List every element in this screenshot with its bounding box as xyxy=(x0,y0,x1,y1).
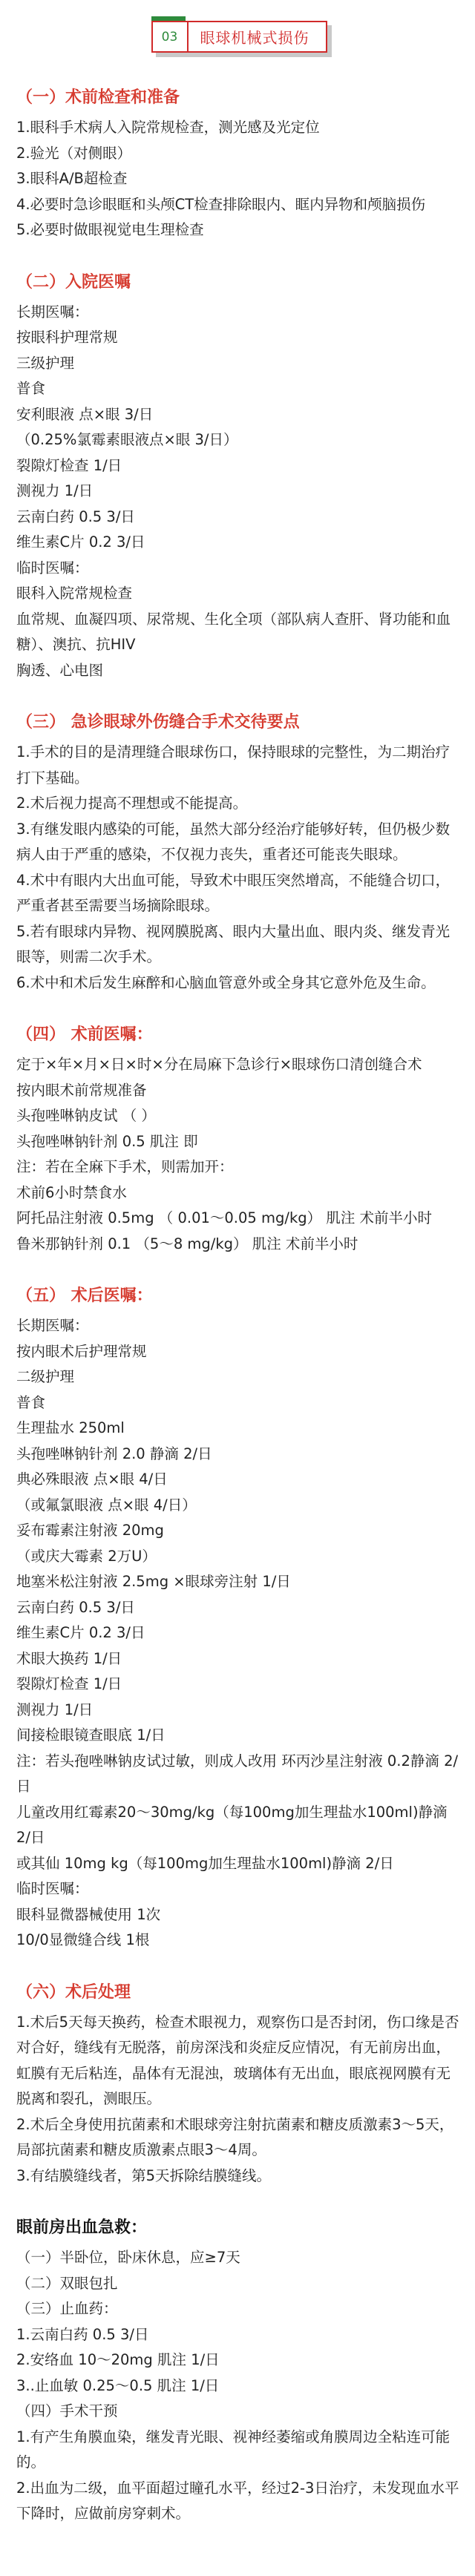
section-line: 5.若有眼球内异物、视网膜脱离、眼内大量出血、眼内炎、继发青光眼等，则需二次手术。 xyxy=(16,922,451,965)
title-number: 03 xyxy=(153,22,189,51)
section-line: 4.必要时急诊眼眶和头颅CT检查排除眼内、眶内异物和颅脑损伤 xyxy=(16,195,426,213)
section-line: 裂隙灯检查 1/日 xyxy=(16,456,122,474)
section-5 xyxy=(16,1284,462,1954)
section-heading: （一）术前检查和准备 xyxy=(16,88,180,107)
section-line: （二）双眼包扎 xyxy=(16,2274,118,2292)
section-line: 眼科显微器械使用 1次 xyxy=(16,1905,161,1923)
sections-container xyxy=(16,85,462,2527)
section-heading: （五） 术后医嘱： xyxy=(16,1287,153,1305)
section-line: 二级护理 xyxy=(16,1368,75,1385)
section-line: 注：若头孢唑啉钠皮试过敏，则成人改用 环丙沙星注射液 0.2静滴 2/日 xyxy=(16,1752,459,1795)
section-line: （三）止血药： xyxy=(16,2300,118,2317)
section-line: 2.出血为二级，血平面超过瞳孔水平，经过2-3日治疗，未发现血水平下降时，应做前房穿刺术。 xyxy=(16,2479,459,2522)
section-line: 3..止血敏 0.25～0.5 肌注 1/日 xyxy=(16,2376,220,2394)
section-line: （或氟氯眼液 点×眼 4/日） xyxy=(16,1496,197,1514)
section-line: 维生素C片 0.2 3/日 xyxy=(16,1624,145,1641)
section-line: 儿童改用红霉素20～30mg/kg（每100mg加生理盐水100ml)静滴 2/日 xyxy=(16,1803,452,1846)
section-line: 按内眼术前常规准备 xyxy=(16,1081,147,1099)
section-line: 按眼科护理常规 xyxy=(16,329,118,346)
section-line: 2.术后全身使用抗菌素和术眼球旁注射抗菌素和糖皮质激素3～5天，局部抗菌素和糖皮质激素点眼3～4周。 xyxy=(16,2115,454,2158)
section-line: 鲁米那钠针剂 0.1 （5～8 mg/kg） 肌注 术前半小时 xyxy=(16,1235,358,1252)
section-4 xyxy=(16,1022,462,1257)
section-line: 典必殊眼液 点×眼 4/日 xyxy=(16,1471,168,1488)
section-line: 注：若在全麻下手术，则需加开： xyxy=(16,1158,234,1175)
section-line: 裂隙灯检查 1/日 xyxy=(16,1675,122,1692)
section-line: 安利眼液 点×眼 3/日 xyxy=(16,405,154,423)
section-line: 测视力 1/日 xyxy=(16,482,94,499)
section-line: 1.有产生角膜血染，继发青光眼、视神经萎缩或角膜周边全粘连可能的。 xyxy=(16,2428,451,2471)
section-line: 地塞米松注射液 2.5mg ×眼球旁注射 1/日 xyxy=(16,1573,291,1590)
section-1 xyxy=(16,85,462,243)
section-3 xyxy=(16,710,462,996)
section-line: （0.25%氯霉素眼液点×眼 3/日） xyxy=(16,431,238,448)
section-7 xyxy=(16,2215,462,2527)
section-line: 血常规、血凝四项、尿常规、生化全项（部队病人查肝、肾功能和血糖）、澳抗、抗HIV xyxy=(16,610,451,653)
section-line: 术前6小时禁食水 xyxy=(16,1183,127,1201)
section-line: 1.眼科手术病人入院常规检查，测光感及光定位 xyxy=(16,119,320,136)
section-line: 头孢唑啉钠皮试 （ ） xyxy=(16,1107,156,1124)
section-line: 胸透、心电图 xyxy=(16,661,104,679)
section-6 xyxy=(16,1980,462,2189)
section-line: 普食 xyxy=(16,1393,46,1411)
section-line: 2.验光（对侧眼） xyxy=(16,144,132,162)
section-line: 眼科入院常规检查 xyxy=(16,585,133,602)
section-line: 临时医嘱： xyxy=(16,559,89,576)
section-line: 头孢唑啉钠针剂 0.5 肌注 即 xyxy=(16,1132,198,1150)
section-heading: （六）术后处理 xyxy=(16,1982,131,2002)
section-line: 阿托品注射液 0.5mg （ 0.01～0.05 mg/kg） 肌注 术前半小时 xyxy=(16,1209,433,1226)
section-line: 4.术中有眼内大出血可能，导致术中眼压突然增高，不能缝合切口，严重者甚至需要当场摘除眼球。 xyxy=(16,871,451,914)
section-heading: （二）入院医嘱 xyxy=(16,272,131,292)
section-line: 或其仙 10mg kg（每100mg加生理盐水100ml)静滴 2/日 xyxy=(16,1854,394,1872)
section-line: 按内眼术后护理常规 xyxy=(16,1342,147,1360)
section-line: （一）半卧位，卧床休息，应≥7天 xyxy=(16,2249,240,2266)
section-line: 长期医嘱： xyxy=(16,303,89,321)
section-line: 测视力 1/日 xyxy=(16,1701,94,1718)
section-line: 5.必要时做眼视觉电生理检查 xyxy=(16,221,204,238)
section-line: 1.术后5天每天换药，检查术眼视力，观察伤口是否封闭，伤口缘是否对合好，缝线有无脱落，前房深浅和炎症反应情况，有无前房出血，虹膜有无后粘连，晶体有无混浊，玻璃体有无出血，眼底视网膜有无脱离和裂孔，测眼压。 xyxy=(16,2013,459,2107)
section-line: 3.有结膜缝线者，第5天拆除结膜缝线。 xyxy=(16,2166,272,2184)
section-line: 术眼大换药 1/日 xyxy=(16,1649,122,1667)
section-2 xyxy=(16,270,462,684)
section-line: （四）手术干预 xyxy=(16,2402,118,2419)
section-line: 云南白药 0.5 3/日 xyxy=(16,1598,135,1616)
section-line: 定于×年×月×日×时×分在局麻下急诊行×眼球伤口清创缝合术 xyxy=(16,1056,422,1073)
section-line: 长期医嘱： xyxy=(16,1317,89,1334)
section-heading: （三） 急诊眼球外伤缝合手术交待要点 xyxy=(16,713,300,732)
title-area xyxy=(16,21,462,53)
title-badge xyxy=(151,21,327,53)
section-heading: （四） 术前医嘱： xyxy=(16,1025,153,1044)
page-title: 眼球机械式损伤 xyxy=(200,29,309,47)
section-line: 2.安络血 10～20mg 肌注 1/日 xyxy=(16,2351,220,2368)
section-line: 普食 xyxy=(16,380,46,397)
section-line: 间接检眼镜查眼底 1/日 xyxy=(16,1726,166,1744)
section-line: 三级护理 xyxy=(16,354,75,372)
section-line: 3.眼科A/B超检查 xyxy=(16,170,128,187)
section-line: （或庆大霉素 2万U） xyxy=(16,1547,157,1565)
section-line: 10/0显微缝合线 1根 xyxy=(16,1931,150,1948)
section-line: 临时医嘱： xyxy=(16,1880,89,1897)
section-heading: 眼前房出血急救： xyxy=(16,2218,148,2237)
section-line: 云南白药 0.5 3/日 xyxy=(16,507,135,525)
section-line: 妥布霉素注射液 20mg xyxy=(16,1522,164,1539)
section-line: 1.云南白药 0.5 3/日 xyxy=(16,2325,149,2343)
section-line: 生理盐水 250ml xyxy=(16,1419,125,1436)
section-line: 6.术中和术后发生麻醉和心脑血管意外或全身其它意外危及生命。 xyxy=(16,973,436,991)
section-line: 3.有继发眼内感染的可能，虽然大部分经治疗能够好转，但仍极少数病人由于严重的感染，不仅视力丧失，重者还可能丧失眼球。 xyxy=(16,820,451,863)
section-line: 头孢唑啉钠针剂 2.0 静滴 2/日 xyxy=(16,1445,212,1462)
section-line: 1.手术的目的是清理缝合眼球伤口，保持眼球的完整性，为二期治疗打下基础。 xyxy=(16,743,451,786)
section-line: 2.术后视力提高不理想或不能提高。 xyxy=(16,795,248,812)
section-line: 维生素C片 0.2 3/日 xyxy=(16,533,145,551)
